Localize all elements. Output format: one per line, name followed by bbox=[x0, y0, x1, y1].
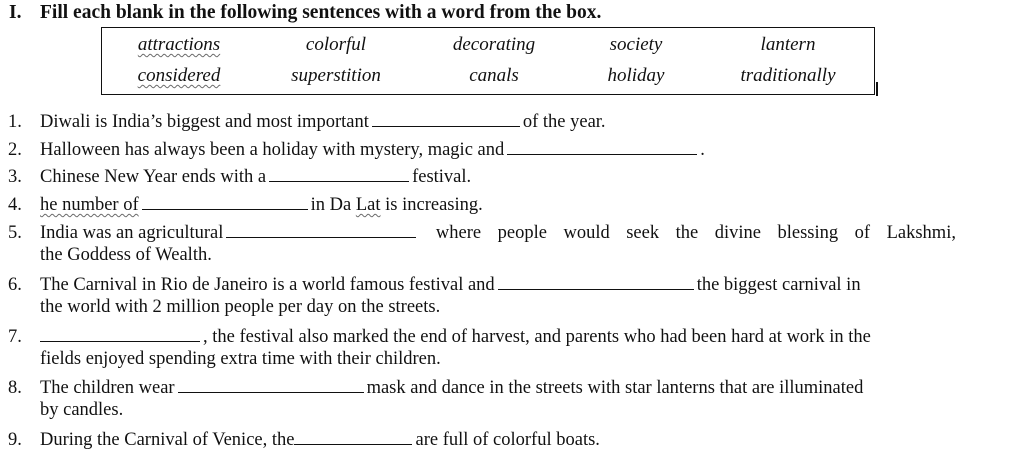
question-word: seek bbox=[626, 223, 660, 243]
word-box bbox=[101, 27, 875, 95]
question-word: people bbox=[497, 223, 547, 243]
question-8 bbox=[8, 377, 968, 421]
answer-blank[interactable] bbox=[40, 326, 200, 342]
word-attractions: attractions bbox=[137, 34, 221, 55]
question-word: Lakshmi, bbox=[886, 223, 956, 243]
question-number: 5. bbox=[8, 223, 22, 243]
question-text: . bbox=[700, 140, 705, 160]
question-6 bbox=[8, 274, 968, 318]
word-superstition: superstition bbox=[291, 65, 381, 86]
word-society: society bbox=[609, 34, 663, 55]
question-text: , the festival also marked the end of harvest, and parents who had been hard at work in the bbox=[203, 327, 871, 347]
question-9 bbox=[8, 429, 968, 451]
question-number: 3. bbox=[8, 167, 22, 187]
word-colorful: colorful bbox=[305, 34, 367, 55]
question-text: the biggest carnival in bbox=[696, 275, 861, 295]
question-text: are full of colorful boats. bbox=[415, 430, 600, 450]
question-line bbox=[8, 274, 968, 296]
exercise-instruction: Fill each blank in the following sentences with a word from the box. bbox=[40, 2, 602, 23]
place-name: Lat bbox=[355, 195, 381, 215]
question-text: is increasing. bbox=[385, 195, 483, 215]
question-5 bbox=[8, 222, 968, 266]
word-holiday: holiday bbox=[607, 65, 665, 86]
question-word: where bbox=[435, 223, 482, 243]
answer-blank[interactable] bbox=[498, 274, 694, 290]
question-continuation: the Goddess of Wealth. bbox=[40, 245, 212, 265]
word-canals: canals bbox=[469, 65, 519, 86]
question-text: Halloween has always been a holiday with mystery, magic and bbox=[40, 140, 505, 160]
answer-blank[interactable] bbox=[178, 377, 364, 393]
answer-blank[interactable] bbox=[372, 111, 520, 127]
question-number: 6. bbox=[8, 275, 22, 295]
box-edge-mark bbox=[876, 82, 878, 96]
question-text: mask and dance in the streets with star lanterns that are illuminated bbox=[366, 378, 864, 398]
question-continuation: by candles. bbox=[40, 400, 124, 420]
answer-blank[interactable] bbox=[294, 429, 412, 445]
question-continuation: the world with 2 million people per day on the streets. bbox=[40, 297, 441, 317]
question-line bbox=[8, 377, 968, 399]
answer-blank[interactable] bbox=[226, 222, 416, 238]
question-number: 2. bbox=[8, 140, 22, 160]
question-text: Diwali is India’s biggest and most important bbox=[40, 112, 369, 132]
word-considered: considered bbox=[137, 65, 221, 86]
question-word: the bbox=[675, 223, 699, 243]
question-word: divine bbox=[714, 223, 761, 243]
question-number: 7. bbox=[8, 327, 22, 347]
question-word: would bbox=[563, 223, 610, 243]
question-3 bbox=[8, 166, 968, 188]
question-7 bbox=[8, 326, 968, 370]
question-number: 9. bbox=[8, 430, 22, 450]
answer-blank[interactable] bbox=[269, 166, 409, 182]
question-lead bbox=[8, 222, 419, 244]
question-2 bbox=[8, 139, 968, 161]
question-word: blessing bbox=[777, 223, 839, 243]
question-line bbox=[8, 222, 956, 244]
question-text: India was an agricultural bbox=[40, 223, 224, 243]
word-traditionally: traditionally bbox=[740, 65, 836, 86]
question-text: festival. bbox=[412, 167, 472, 187]
question-text: of the year. bbox=[522, 112, 606, 132]
word-decorating: decorating bbox=[452, 34, 536, 55]
question-number: 8. bbox=[8, 378, 22, 398]
question-word: of bbox=[854, 223, 871, 243]
answer-blank[interactable] bbox=[142, 194, 308, 210]
question-text: he number of bbox=[40, 195, 139, 215]
question-text: Chinese New Year ends with a bbox=[40, 167, 267, 187]
question-text: in Da bbox=[310, 195, 352, 215]
question-4 bbox=[8, 194, 968, 216]
exercise-number: I. bbox=[9, 2, 22, 23]
question-text: During the Carnival of Venice, the bbox=[40, 430, 295, 450]
question-continuation: fields enjoyed spending extra time with their children. bbox=[40, 349, 441, 369]
question-line bbox=[8, 326, 968, 348]
question-1 bbox=[8, 111, 968, 133]
question-number: 4. bbox=[8, 195, 22, 215]
answer-blank[interactable] bbox=[507, 139, 697, 155]
question-text: The children wear bbox=[40, 378, 175, 398]
word-lantern: lantern bbox=[760, 34, 816, 55]
question-number: 1. bbox=[8, 112, 22, 132]
question-text: The Carnival in Rio de Janeiro is a world famous festival and bbox=[40, 275, 495, 295]
exercise-heading bbox=[9, 2, 601, 24]
